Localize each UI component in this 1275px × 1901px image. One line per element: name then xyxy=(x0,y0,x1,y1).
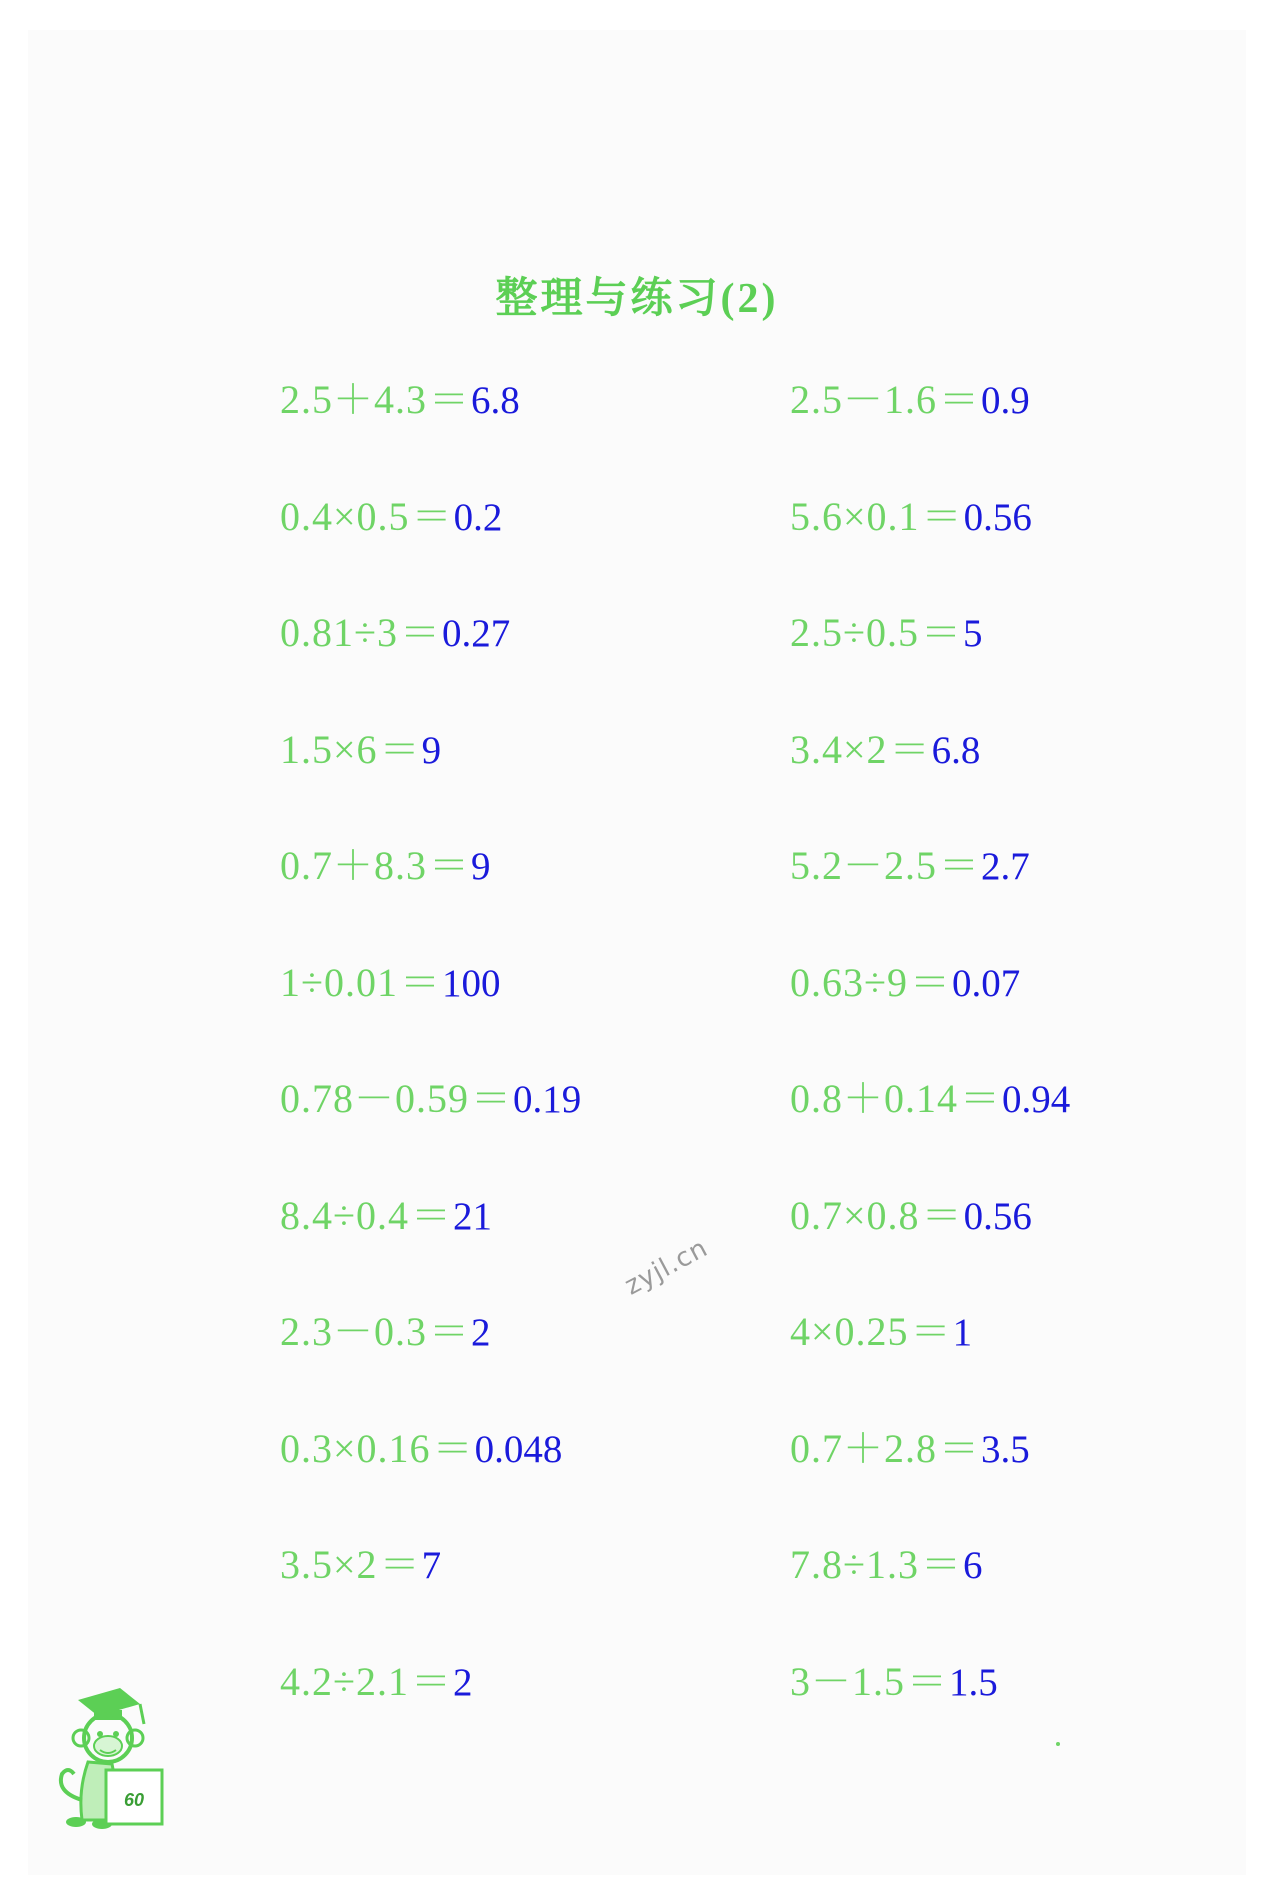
exercise-item xyxy=(280,836,491,897)
equals-sign: ＝ xyxy=(429,843,469,888)
exercise-item xyxy=(790,487,1032,548)
exercise-answer: 0.56 xyxy=(963,495,1032,539)
watermark: zyjl.cn xyxy=(620,1232,714,1302)
equals-sign: ＝ xyxy=(920,1542,961,1587)
exercise-item xyxy=(790,370,1030,431)
exercise-answer: 0.56 xyxy=(963,1194,1032,1238)
exercise-expression: 7.8÷1.3 xyxy=(790,1542,919,1587)
exercise-row xyxy=(280,720,1180,837)
equals-sign: ＝ xyxy=(379,1542,420,1587)
equals-sign: ＝ xyxy=(379,726,420,772)
exercise-row xyxy=(280,370,1180,487)
exercise-item xyxy=(280,603,510,664)
exercise-expression: 0.4×0.5 xyxy=(280,493,410,539)
exercise-answer: 3.5 xyxy=(981,1427,1030,1471)
exercise-row xyxy=(280,1302,1180,1419)
exercise-row xyxy=(280,1069,1180,1186)
equals-sign: ＝ xyxy=(411,493,452,539)
exercise-item xyxy=(790,1186,1032,1247)
exercise-expression: 1÷0.01 xyxy=(280,959,398,1005)
exercise-row xyxy=(280,1186,1180,1303)
exercise-expression: 0.63÷9 xyxy=(790,959,908,1005)
exercise-row xyxy=(280,1652,1180,1769)
exercise-answer: 1 xyxy=(952,1311,973,1354)
exercise-row xyxy=(280,1535,1180,1652)
exercise-answer: 0.94 xyxy=(1002,1078,1071,1121)
exercise-row xyxy=(280,487,1180,604)
exercise-grid xyxy=(280,370,1180,1768)
equals-sign: ＝ xyxy=(921,493,962,539)
exercise-answer: 0.048 xyxy=(474,1427,563,1471)
exercise-answer: 2.7 xyxy=(981,845,1030,888)
equals-sign: ＝ xyxy=(410,1192,451,1238)
exercise-expression: 8.4÷0.4 xyxy=(280,1192,409,1238)
exercise-answer: 100 xyxy=(441,961,501,1005)
exercise-expression: 0.3×0.16 xyxy=(280,1425,431,1471)
exercise-answer: 0.07 xyxy=(951,961,1021,1005)
exercise-item xyxy=(280,1069,581,1130)
equals-sign: ＝ xyxy=(939,1425,979,1471)
exercise-answer: 9 xyxy=(471,845,491,888)
equals-sign: ＝ xyxy=(432,1425,473,1471)
equals-sign: ＝ xyxy=(909,959,950,1005)
monkey-mascot-icon xyxy=(48,1670,166,1830)
exercise-item xyxy=(280,1186,492,1247)
exercise-item xyxy=(790,603,982,664)
exercise-item xyxy=(790,1535,982,1596)
exercise-expression: 5.6×0.1 xyxy=(790,493,920,539)
exercise-expression: 3－1.5 xyxy=(790,1658,905,1704)
exercise-expression: 0.78－0.59 xyxy=(280,1076,469,1121)
exercise-row xyxy=(280,836,1180,953)
exercise-answer: 21 xyxy=(452,1194,492,1238)
exercise-item xyxy=(280,1419,562,1480)
exercise-item xyxy=(790,1302,972,1363)
exercise-expression: 3.4×2 xyxy=(790,726,888,772)
page-number: 60 xyxy=(123,1790,145,1810)
equals-sign: ＝ xyxy=(939,843,979,888)
equals-sign: ＝ xyxy=(939,377,979,422)
equals-sign: ＝ xyxy=(410,1658,451,1704)
equals-sign: ＝ xyxy=(399,610,440,655)
exercise-item xyxy=(280,720,441,781)
exercise-expression: 3.5×2 xyxy=(280,1542,378,1587)
page-title: 整理与练习(2) xyxy=(495,276,779,322)
exercise-expression: 0.81÷3 xyxy=(280,610,398,655)
exercise-expression: 5.2－2.5 xyxy=(790,843,937,888)
equals-sign: ＝ xyxy=(429,377,469,422)
exercise-answer: 5 xyxy=(962,612,983,655)
exercise-item xyxy=(790,1419,1030,1480)
exercise-expression: 0.7＋2.8 xyxy=(790,1425,937,1471)
exercise-item xyxy=(790,1652,998,1713)
speck-mark xyxy=(1056,1742,1060,1746)
exercise-item xyxy=(280,487,502,548)
exercise-expression: 0.8＋0.14 xyxy=(790,1076,958,1121)
exercise-expression: 4×0.25 xyxy=(790,1309,909,1354)
exercise-item xyxy=(790,1069,1070,1130)
exercise-answer: 0.2 xyxy=(453,495,503,539)
exercise-answer: 7 xyxy=(421,1544,442,1587)
equals-sign: ＝ xyxy=(960,1076,1000,1121)
worksheet-page xyxy=(28,30,1246,1875)
exercise-expression: 1.5×6 xyxy=(280,726,378,772)
exercise-row xyxy=(280,953,1180,1070)
equals-sign: ＝ xyxy=(889,726,930,772)
exercise-expression: 2.5÷0.5 xyxy=(790,610,919,655)
exercise-item xyxy=(280,953,500,1014)
equals-sign: ＝ xyxy=(429,1309,469,1354)
equals-sign: ＝ xyxy=(910,1309,951,1354)
exercise-row xyxy=(280,603,1180,720)
equals-sign: ＝ xyxy=(399,959,440,1005)
exercise-item xyxy=(280,1535,441,1596)
exercise-answer: 0.27 xyxy=(441,612,511,655)
exercise-item xyxy=(280,1652,472,1713)
exercise-expression: 2.3－0.3 xyxy=(280,1309,427,1354)
exercise-answer: 0.9 xyxy=(981,379,1030,422)
exercise-answer: 6 xyxy=(962,1544,983,1587)
exercise-answer: 2 xyxy=(452,1660,473,1704)
exercise-item xyxy=(790,953,1020,1014)
exercise-item xyxy=(790,836,1030,897)
exercise-item xyxy=(790,720,980,781)
exercise-expression: 0.7＋8.3 xyxy=(280,843,427,888)
exercise-expression: 2.5＋4.3 xyxy=(280,377,427,422)
exercise-expression: 2.5－1.6 xyxy=(790,377,937,422)
exercise-answer: 6.8 xyxy=(471,379,520,422)
exercise-answer: 0.19 xyxy=(513,1078,582,1121)
exercise-expression: 4.2÷2.1 xyxy=(280,1658,409,1704)
exercise-item xyxy=(280,370,520,431)
equals-sign: ＝ xyxy=(920,610,961,655)
exercise-answer: 6.8 xyxy=(931,728,981,772)
exercise-answer: 9 xyxy=(421,728,442,772)
equals-sign: ＝ xyxy=(471,1076,511,1121)
equals-sign: ＝ xyxy=(921,1192,962,1238)
exercise-expression: 0.7×0.8 xyxy=(790,1192,920,1238)
equals-sign: ＝ xyxy=(907,1658,947,1704)
exercise-answer: 2 xyxy=(471,1311,491,1354)
exercise-item xyxy=(280,1302,491,1363)
exercise-row xyxy=(280,1419,1180,1536)
exercise-answer: 1.5 xyxy=(949,1660,998,1704)
